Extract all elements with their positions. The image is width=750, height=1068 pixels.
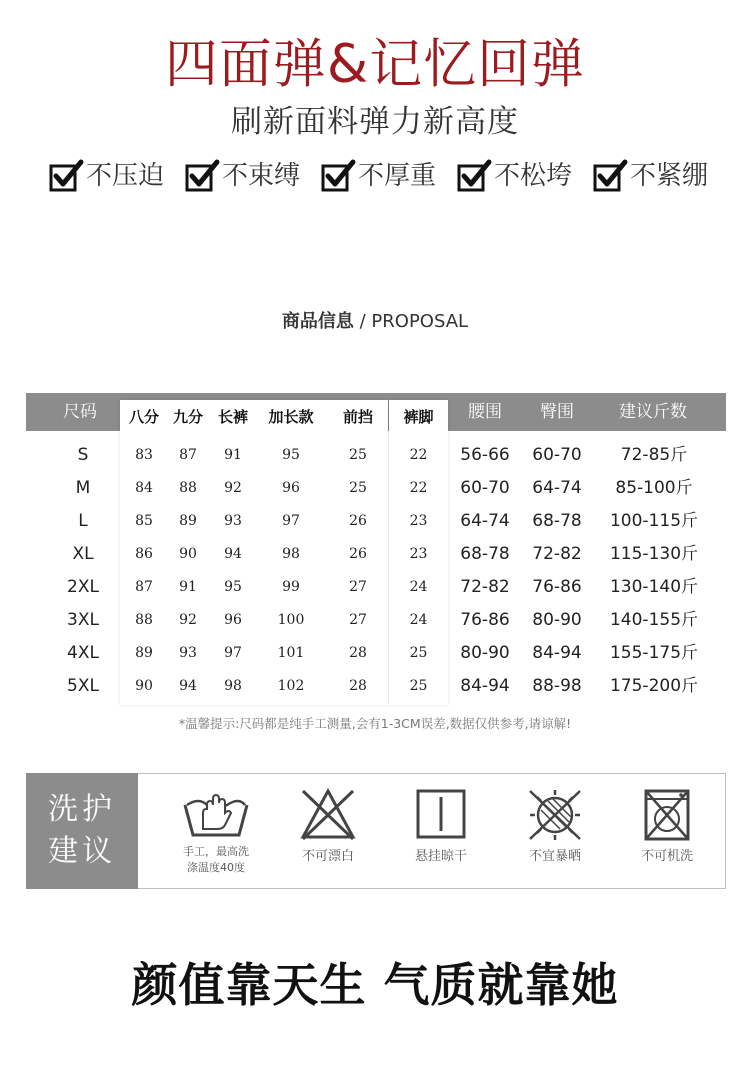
feature-label: 不束缚	[221, 161, 300, 191]
table-cell-hem: 24	[409, 612, 428, 628]
table-cell-hem: 23	[409, 546, 428, 562]
care-label-hang-dry: 悬挂晾干	[414, 849, 467, 864]
table-cell-rise: 26	[349, 546, 367, 562]
care-label-no-bleach: 不可漂白	[301, 849, 354, 864]
table-cell-c80: 87	[135, 579, 153, 595]
table-cell-hip: 72-82	[532, 544, 582, 564]
table-cell-extra: 100	[277, 612, 305, 628]
table-cell-c80: 85	[135, 513, 153, 529]
table-cell-c90: 89	[179, 513, 197, 529]
feature-label: 不厚重	[357, 161, 436, 191]
header-front-rise: 前挡	[342, 408, 373, 426]
header-length-90: 九分	[172, 408, 203, 426]
header-weight: 建议斤数	[619, 402, 687, 422]
table-cell-weight: 72-85斤	[620, 445, 688, 465]
table-cell-size: 3XL	[67, 610, 99, 630]
table-cell-hem: 22	[409, 480, 428, 496]
table-cell-hem: 25	[409, 678, 428, 694]
care-label-hand-wash-2: 涤温度40度	[187, 861, 245, 874]
table-cell-hip: 64-74	[532, 478, 582, 498]
table-cell-rise: 28	[349, 645, 367, 661]
header-length-long: 长裤	[217, 408, 248, 426]
care-item-no-machine-wash	[617, 785, 717, 865]
care-label-no-sun-dry: 不宜暴晒	[528, 849, 581, 864]
table-cell-extra: 101	[277, 645, 305, 661]
table-cell-c90: 92	[179, 612, 197, 628]
feature-list	[48, 158, 708, 194]
table-cell-long: 95	[224, 579, 242, 595]
table-cell-weight: 85-100斤	[615, 478, 693, 498]
section-title-separator: /	[353, 311, 372, 332]
table-cell-weight: 115-130斤	[609, 544, 699, 564]
table-cell-c80: 88	[135, 612, 153, 628]
table-cell-c90: 87	[179, 447, 197, 463]
table-cell-rise: 25	[349, 480, 367, 496]
checkbox-checked-icon	[456, 158, 492, 194]
care-label-hand-wash-1: 手工，最高洗	[183, 845, 249, 858]
table-cell-size: 2XL	[67, 577, 99, 597]
table-cell-c90: 88	[179, 480, 197, 496]
table-cell-hip: 88-98	[532, 676, 582, 696]
table-cell-rise: 27	[349, 579, 367, 595]
measurement-note: *温馨提示:尺码都是纯手工测量,会有1-3CM误差,数据仅供参考,请谅解!	[178, 716, 572, 731]
care-item-hand-wash	[166, 785, 266, 875]
table-cell-extra: 102	[277, 678, 305, 694]
no-bleach-icon	[293, 785, 363, 843]
table-cell-size: XL	[72, 544, 94, 564]
table-cell-extra: 97	[282, 513, 300, 529]
table-cell-extra: 99	[282, 579, 300, 595]
checkbox-checked-icon	[592, 158, 628, 194]
table-cell-long: 96	[224, 612, 242, 628]
table-cell-weight: 155-175斤	[609, 643, 699, 663]
table-cell-long: 97	[224, 645, 242, 661]
table-cell-hem: 24	[409, 579, 428, 595]
feature-label: 不松垮	[493, 161, 572, 191]
section-title	[0, 309, 750, 335]
table-cell-c80: 86	[135, 546, 153, 562]
table-cell-c90: 93	[179, 645, 197, 661]
table-cell-extra: 98	[282, 546, 300, 562]
table-cell-c80: 90	[135, 678, 153, 694]
header-hip: 臀围	[540, 402, 574, 422]
care-label-no-machine-wash: 不可机洗	[640, 849, 693, 864]
feature-item	[184, 158, 300, 194]
care-title-line1: 洗护	[48, 792, 116, 827]
table-cell-size: 4XL	[67, 643, 99, 663]
checkbox-checked-icon	[184, 158, 220, 194]
feature-item	[592, 158, 708, 194]
table-cell-size: 5XL	[67, 676, 99, 696]
headline: 四面弹&记忆回弹	[164, 34, 586, 95]
table-cell-hip: 68-78	[532, 511, 582, 531]
feature-label: 不压迫	[86, 161, 165, 191]
feature-item	[456, 158, 572, 194]
care-title	[26, 773, 138, 889]
table-cell-weight: 140-155斤	[609, 610, 699, 630]
section-title-en: PROPOSAL	[371, 311, 469, 332]
table-cell-extra: 95	[282, 447, 300, 463]
table-cell-long: 91	[224, 447, 242, 463]
header-size: 尺码	[63, 402, 97, 422]
table-cell-c90: 90	[179, 546, 197, 562]
table-cell-size: M	[75, 478, 91, 498]
table-cell-extra: 96	[282, 480, 300, 496]
hang-dry-icon	[406, 785, 476, 843]
table-cell-c90: 91	[179, 579, 197, 595]
table-cell-rise: 26	[349, 513, 367, 529]
table-cell-rise: 27	[349, 612, 367, 628]
feature-label: 不紧绷	[629, 161, 708, 191]
table-cell-long: 93	[224, 513, 242, 529]
table-cell-hip: 84-94	[532, 643, 582, 663]
checkbox-checked-icon	[320, 158, 356, 194]
table-cell-rise: 28	[349, 678, 367, 694]
table-cell-waist: 84-94	[460, 676, 510, 696]
table-cell-weight: 175-200斤	[609, 676, 699, 696]
table-cell-waist: 56-66	[460, 445, 510, 465]
table-cell-long: 94	[224, 546, 242, 562]
table-cell-c80: 84	[135, 480, 153, 496]
table-cell-long: 98	[224, 678, 242, 694]
feature-item	[48, 158, 164, 194]
table-cell-waist: 76-86	[460, 610, 510, 630]
table-cell-waist: 60-70	[460, 478, 510, 498]
care-title-line2: 建议	[48, 834, 116, 869]
table-cell-rise: 25	[349, 447, 367, 463]
header-waist: 腰围	[468, 402, 502, 422]
table-cell-c80: 89	[135, 645, 153, 661]
table-cell-hem: 23	[409, 513, 428, 529]
hand-wash-icon	[181, 785, 251, 843]
table-cell-hem: 22	[409, 447, 428, 463]
no-machine-wash-icon	[632, 785, 702, 843]
no-sun-dry-icon	[520, 785, 590, 843]
care-item-no-bleach	[278, 785, 378, 865]
subheadline: 刷新面料弹力新高度	[231, 104, 519, 140]
table-cell-hip: 80-90	[532, 610, 582, 630]
table-cell-size: S	[77, 445, 89, 465]
table-cell-weight: 130-140斤	[609, 577, 699, 597]
table-cell-hem: 25	[409, 645, 428, 661]
table-cell-long: 92	[224, 480, 242, 496]
table-cell-waist: 80-90	[460, 643, 510, 663]
header-hem: 裤脚	[403, 408, 434, 426]
table-cell-waist: 64-74	[460, 511, 510, 531]
table-cell-size: L	[78, 511, 88, 531]
header-length-extra: 加长款	[268, 408, 314, 426]
table-cell-waist: 72-82	[460, 577, 510, 597]
section-title-cn: 商品信息	[281, 311, 354, 332]
feature-item	[320, 158, 436, 194]
table-cell-c80: 83	[135, 447, 153, 463]
slogan: 颜值靠天生 气质就靠她	[131, 958, 619, 1012]
checkbox-checked-icon	[48, 158, 84, 194]
table-cell-weight: 100-115斤	[609, 511, 699, 531]
care-item-no-sun-dry	[505, 785, 605, 865]
table-cell-waist: 68-78	[460, 544, 510, 564]
table-cell-hip: 60-70	[532, 445, 582, 465]
care-item-hang-dry	[391, 785, 491, 865]
table-cell-c90: 94	[179, 678, 197, 694]
header-length-80: 八分	[128, 408, 159, 426]
table-cell-hip: 76-86	[532, 577, 582, 597]
